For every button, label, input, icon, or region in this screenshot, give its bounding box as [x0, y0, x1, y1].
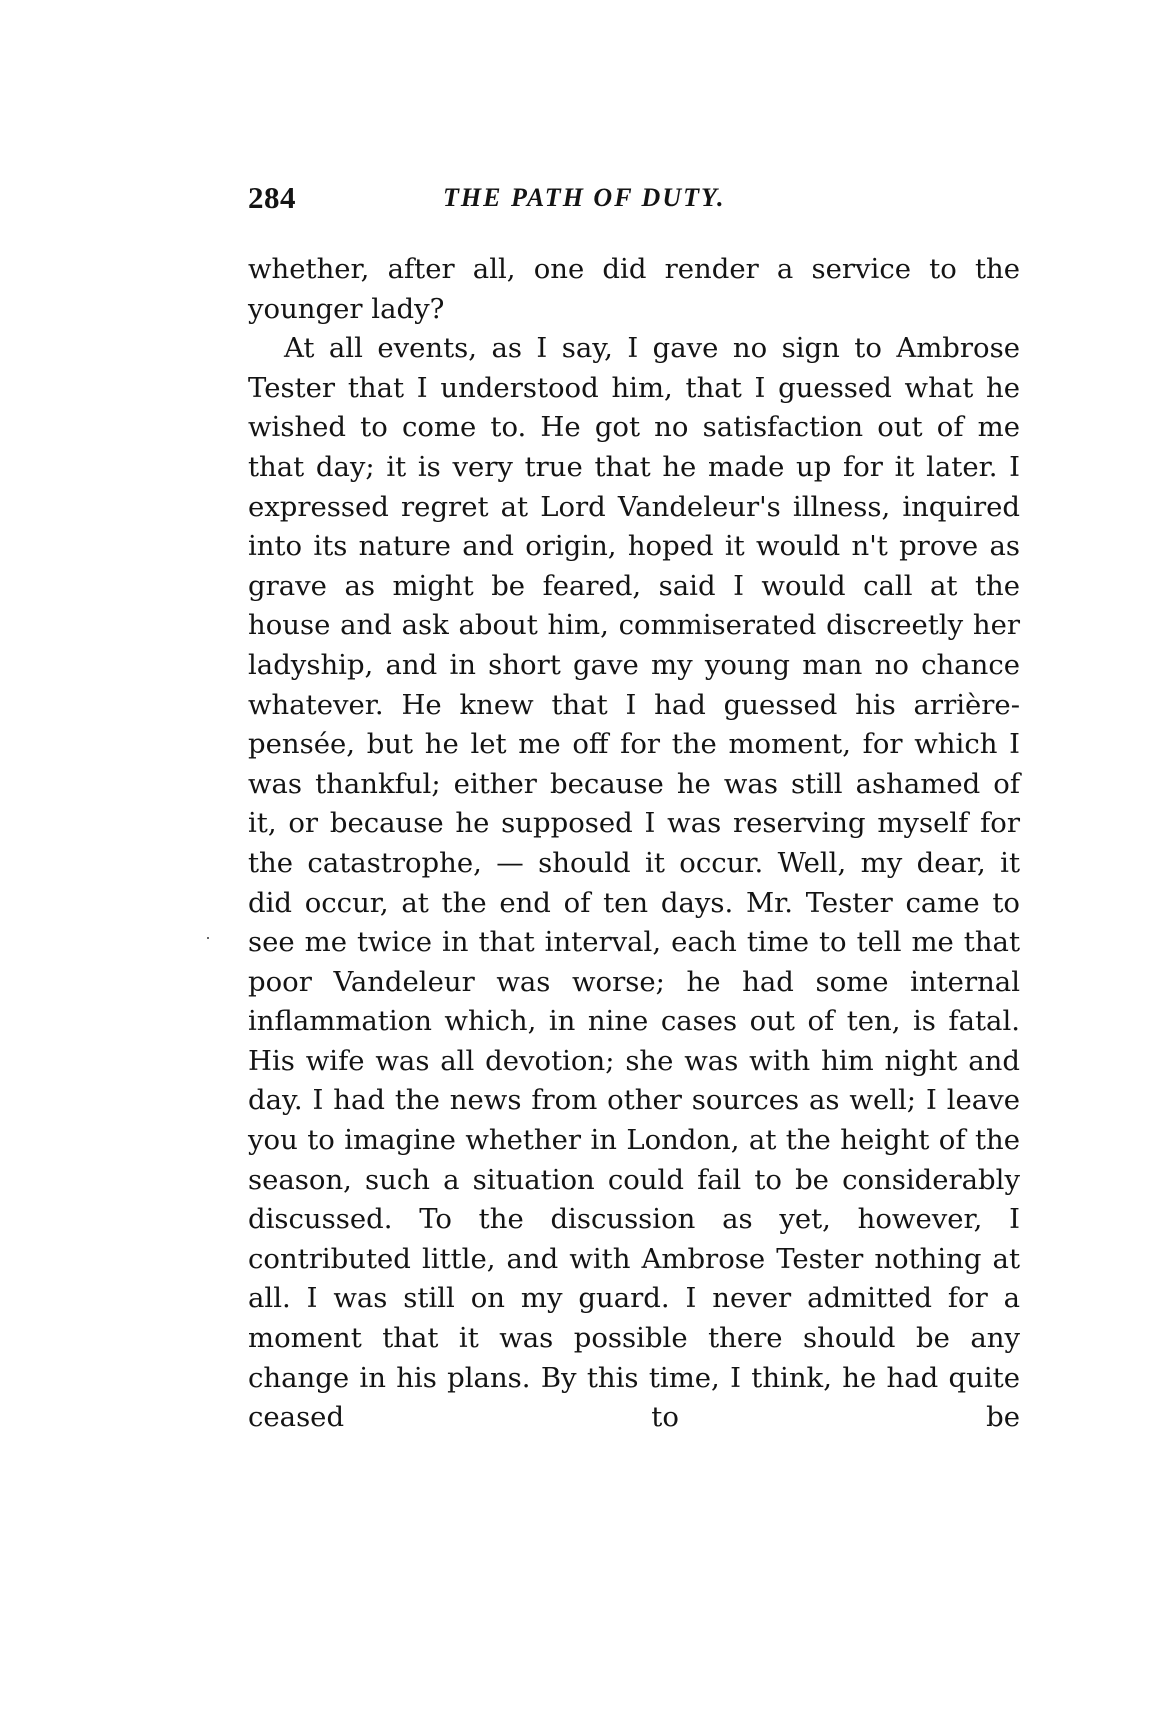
running-title: THE PATH OF DUTY. [443, 183, 726, 212]
body-text [248, 250, 1020, 1438]
margin-speck [207, 937, 209, 939]
page-number: 284 [248, 180, 296, 215]
page-header [248, 180, 1018, 224]
paragraph: whether, after all, one did render a service to the younger lady? [248, 253, 1020, 325]
paragraph: At all events, as I say, I gave no sign to Ambrose Tester that I understood him, that I guessed what he wished to come to. He got no satisfaction out of me that day; it is very true that he made up for it later. I expressed regret at Lord Vandeleur's illness, inquired into its nature and origin, hoped it would n't prove as grave as might be feared, said I would call at the house and ask about him, commiserated discreetly her ladyship, and in short gave my young man no chance whatever. He knew that I had guessed his arrière-pensée, but he let me off for the moment, for which I was thankful; either because he was still ashamed of it, or because he supposed I was reserving myself for the catastrophe, — should it occur. Well, my dear, it did occur, at the end of ten days. Mr. Tester came to see me twice in that interval, each time to tell me that poor Vandeleur was worse; he had some internal inflammation which, in nine cases out of ten, is fatal. His wife was all devotion; she was with him night and day. I had the news from other sources as well; I leave you to imagine whether in London, at the height of the season, such a situation could fail to be considerably discussed. To the discussion as yet, however, I contributed little, and with Ambrose Tester nothing at all. I was still on my guard. I never admitted for a moment that it was possible there should be any change in his plans. By this time, I think, he had quite ceased to be [248, 332, 1020, 1434]
